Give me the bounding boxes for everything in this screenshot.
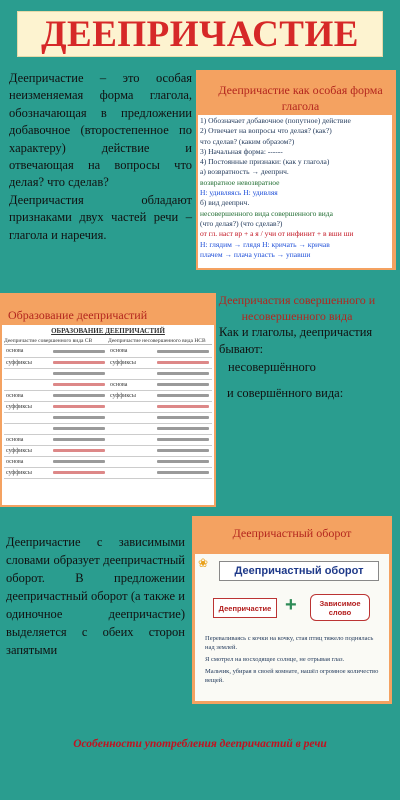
phrase-banner: Деепричастный оборот bbox=[219, 561, 379, 581]
verb-form-line: несовершенного вида совершенного вида bbox=[200, 208, 333, 218]
table-row: основа bbox=[4, 379, 212, 390]
leaf-decoration-icon: ❀ bbox=[198, 556, 209, 570]
verb-form-line: от гл. наст вр + а я / учи от инфинит + в вши ши bbox=[200, 229, 354, 239]
table-row bbox=[4, 368, 212, 379]
table-row: основа суффиксы bbox=[4, 390, 212, 401]
verb-form-line: (что делая?) (что сделав?) bbox=[200, 218, 283, 228]
table-row: основа bbox=[4, 434, 212, 445]
aspect-imperfective: несовершённого bbox=[228, 359, 316, 374]
page-title: ДЕЕПРИЧАСТИЕ bbox=[41, 13, 359, 55]
verb-form-line: 2) Отвечает на вопросы что делая? (как?) bbox=[200, 126, 332, 136]
intro-text bbox=[9, 70, 192, 244]
table-row: суффиксы bbox=[4, 467, 212, 478]
participle-box: Деепричастие bbox=[213, 598, 277, 618]
formation-col-imperfective: Деепричастие несовершенного вида НСВ bbox=[108, 338, 206, 344]
title-banner bbox=[17, 11, 383, 57]
table-row bbox=[4, 423, 212, 434]
participle-phrase-panel bbox=[195, 554, 389, 701]
usage-heading: Особенности употребления деепричастий в речи bbox=[73, 738, 327, 750]
verb-form-line: возвратное невозвратное bbox=[200, 177, 280, 187]
verb-form-line: 3) Начальная форма: ------ bbox=[200, 146, 283, 156]
phrase-example: Мальчик, убирая в своей комнате, нашёл огромное количество вещей. bbox=[205, 668, 379, 684]
formation-card bbox=[0, 293, 216, 507]
formation-card-title: Образование деепричастий bbox=[8, 308, 148, 322]
verb-form-line: Н: удивляясь Н: удивляя bbox=[200, 188, 278, 198]
table-row: основа основа bbox=[4, 346, 212, 357]
verb-form-line: а) возвратность → деепрнч. bbox=[200, 167, 289, 177]
verb-form-card-title: Деепричастие как особая форма глагола bbox=[218, 83, 383, 113]
aspect-text bbox=[219, 324, 395, 403]
participle-phrase-text: Деепричастие с зависимыми словами образует деепричастный оборот. В предложении деепричастный оборот (а также и одиночное деепричастие) выделяется с обеих сторон запятыми bbox=[6, 535, 185, 657]
participle-phrase-card-title: Деепричастный оборот bbox=[232, 526, 352, 540]
formation-col-perfective: Деепричастие совершенного вида СВ bbox=[4, 338, 93, 344]
phrase-examples bbox=[205, 634, 381, 685]
verb-form-line: 1) Обозначает добавочное (попутное) действие bbox=[200, 116, 351, 125]
aspect-perfective: и совершённого вида: bbox=[227, 386, 344, 401]
verb-form-card bbox=[196, 70, 396, 270]
formation-table-title: ОБРАЗОВАНИЕ ДЕЕПРИЧАСТИЙ bbox=[51, 327, 165, 335]
verb-form-line: Н: глядим → глядя Н: кричать → кричав bbox=[200, 239, 330, 249]
verb-form-line: плачем → плача упасть → упавши bbox=[200, 249, 311, 259]
verb-form-panel bbox=[198, 115, 392, 268]
table-row: суффиксы bbox=[4, 401, 212, 412]
verb-form-line: что сделав? (каким образом?) bbox=[200, 136, 295, 146]
intro-definition: Деепричастие – это особая неизменяемая форма глагола, обозначающая в предложении добавочное (второстепенное по характеру) действие и отвечающая на вопросы что делая? что сделав? bbox=[9, 71, 192, 190]
table-row bbox=[4, 412, 212, 423]
table-row: суффиксы bbox=[4, 445, 212, 456]
formation-table-panel bbox=[2, 325, 214, 505]
phrase-example: Переваливаясь с кочки на кочку, стая птиц тяжело поднялась над землей. bbox=[205, 635, 374, 651]
aspect-title: Деепричастия совершенного и несовершенного вида bbox=[218, 293, 376, 323]
verb-form-line: 4) Постоянные признаки: (как у глагола) bbox=[200, 157, 330, 167]
dependent-word-box: Зависимое слово bbox=[310, 594, 370, 621]
plus-icon: + bbox=[285, 594, 297, 616]
intro-properties: Деепричастия обладают признаками двух частей речи – глагола и наречия. bbox=[9, 192, 192, 242]
table-row: суффиксы суффиксы bbox=[4, 357, 212, 368]
phrase-example: Я смотрел на восходящее солнце, не отрывая глаз. bbox=[205, 656, 345, 663]
participle-phrase-card bbox=[192, 516, 392, 704]
formation-table bbox=[4, 346, 212, 479]
aspect-intro: Как и глаголы, деепричастия бывают: bbox=[219, 325, 373, 357]
verb-form-line: б) вид деепрнч. bbox=[200, 198, 250, 208]
table-row: основа bbox=[4, 456, 212, 467]
